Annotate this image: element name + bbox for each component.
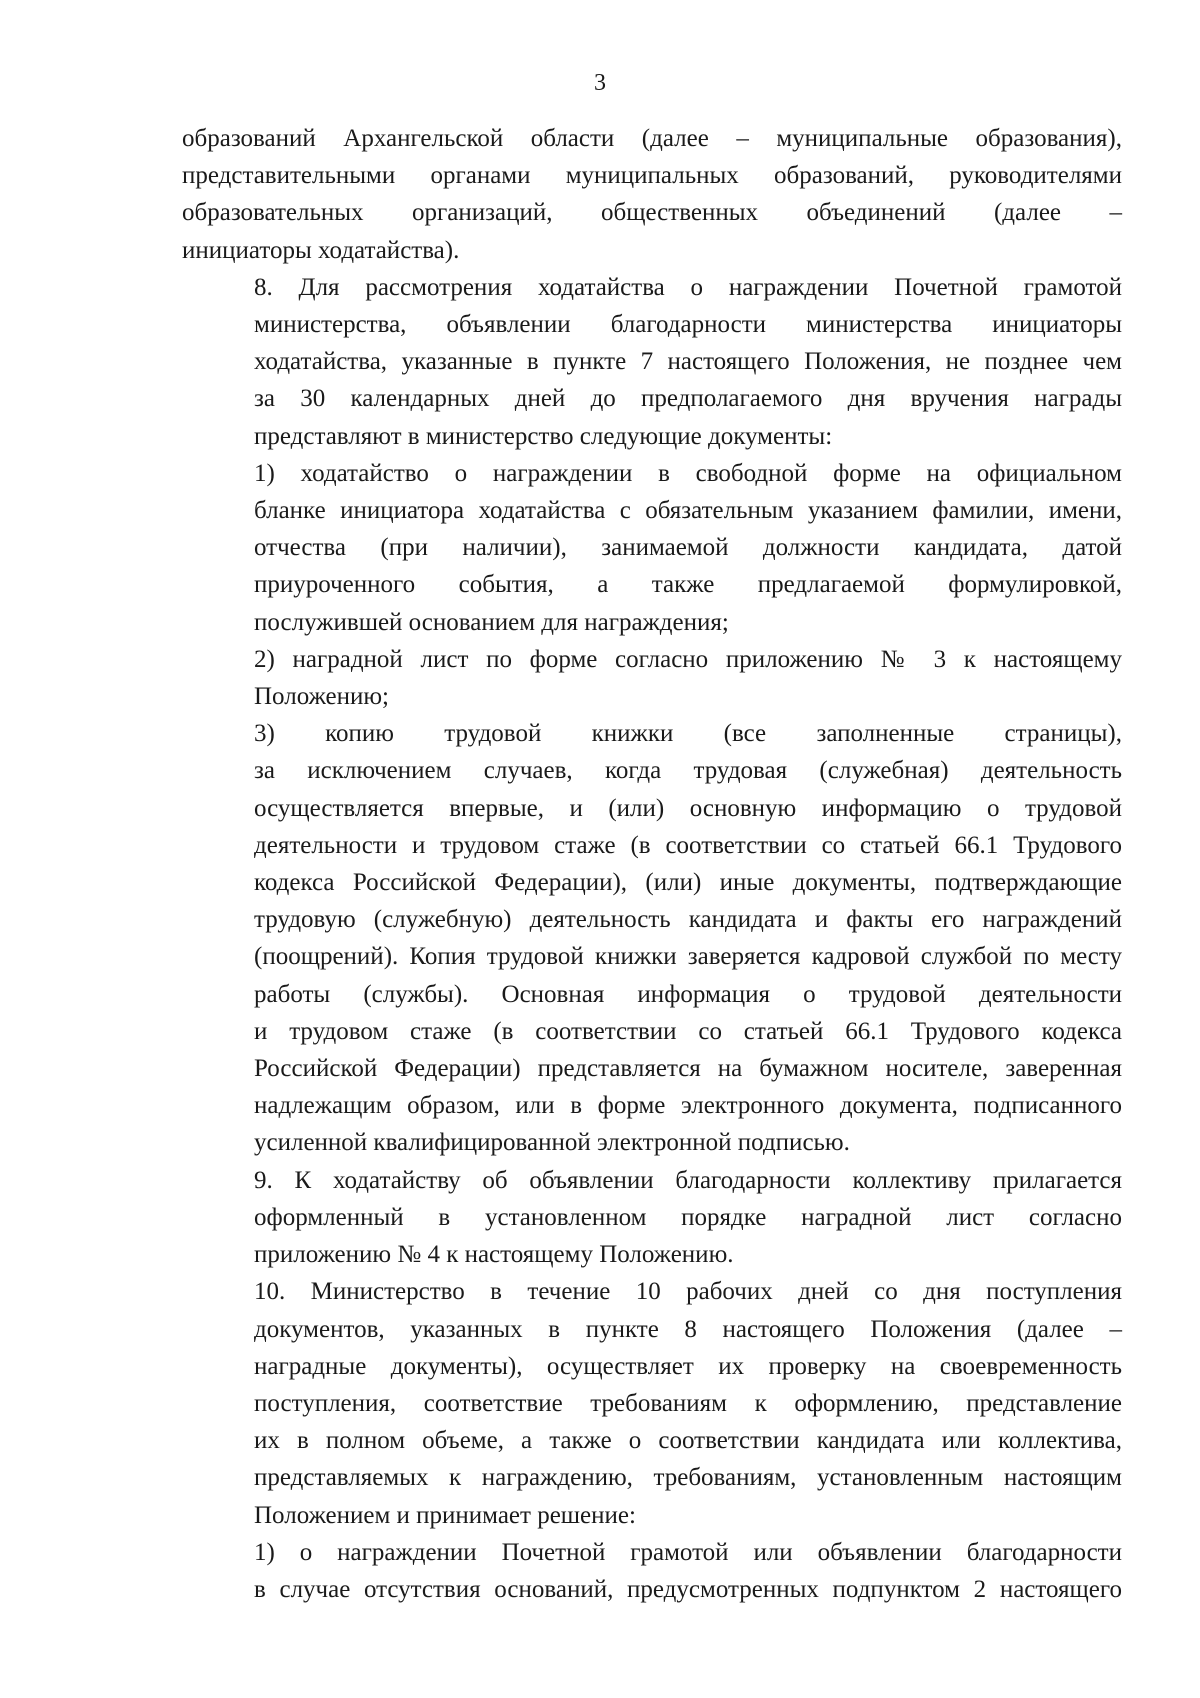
text-line: 10. Министерство в течение 10 рабочих дней со дня поступления: [254, 1278, 1122, 1306]
text-line: поступления, соответствие требованиям к оформлению, представление: [254, 1389, 1122, 1417]
paragraph: [182, 715, 1122, 1161]
text-line: 3) копию трудовой книжки (все заполненные страницы),: [254, 720, 1122, 748]
text-line: документов, указанных в пункте 8 настоящего Положения (далее –: [254, 1315, 1122, 1343]
text-line: осуществляется впервые, и (или) основную информацию о трудовой: [254, 794, 1122, 822]
text-line: послужившей основанием для награждения;: [254, 608, 729, 636]
text-line: надлежащим образом, или в форме электронного документа, подписанного: [254, 1092, 1122, 1120]
text-line: работы (службы). Основная информация о трудовой деятельности: [254, 980, 1122, 1008]
text-line: 9. К ходатайству об объявлении благодарности коллективу прилагается: [254, 1166, 1122, 1194]
text-line: Положением и принимает решение:: [254, 1501, 636, 1529]
text-line: кодекса Российской Федерации), (или) иные документы, подтверждающие: [254, 869, 1122, 897]
text-line: наградные документы), осуществляет их проверку на своевременность: [254, 1352, 1122, 1380]
document-body: [182, 120, 1122, 1608]
text-line: представляют в министерство следующие документы:: [254, 422, 833, 450]
text-line: отчества (при наличии), занимаемой должности кандидата, датой: [254, 534, 1122, 562]
text-line: приуроченного события, а также предлагаемой формулировкой,: [254, 571, 1122, 599]
text-line: 8. Для рассмотрения ходатайства о награждении Почетной грамотой: [254, 273, 1122, 301]
text-line: Положению;: [254, 683, 389, 711]
text-line: инициаторы ходатайства).: [182, 236, 460, 264]
paragraph: [182, 1534, 1122, 1608]
text-line: оформленный в установленном порядке наградной лист согласно: [254, 1203, 1122, 1231]
text-line: образований Архангельской области (далее – муниципальные образования),: [182, 125, 1122, 152]
paragraph: [182, 269, 1122, 455]
text-line: ходатайства, указанные в пункте 7 настоящего Положения, не позднее чем: [254, 348, 1122, 376]
text-line: и трудовом стаже (в соответствии со статьей 66.1 Трудового кодекса: [254, 1017, 1122, 1045]
text-line: (поощрений). Копия трудовой книжки заверяется кадровой службой по месту: [254, 943, 1122, 971]
text-line: Российской Федерации) представляется на бумажном носителе, заверенная: [254, 1055, 1122, 1083]
text-line: в случае отсутствия оснований, предусмотренных подпунктом 2 настоящего: [254, 1575, 1122, 1603]
text-line: трудовую (служебную) деятельность кандидата и факты его награждений: [254, 906, 1122, 934]
text-line: представляемых к награждению, требованиям, установленным настоящим: [254, 1464, 1122, 1492]
text-line: 1) о награждении Почетной грамотой или объявлении благодарности: [254, 1538, 1122, 1566]
text-line: за 30 календарных дней до предполагаемого дня вручения награды: [254, 385, 1122, 413]
paragraph: [182, 1162, 1122, 1274]
page-number: 3: [594, 70, 606, 96]
paragraph: [182, 1273, 1122, 1533]
text-line: приложению № 4 к настоящему Положению.: [254, 1241, 734, 1269]
text-line: деятельности и трудовом стаже (в соответствии со статьей 66.1 Трудового: [254, 831, 1122, 859]
text-line: 2) наградной лист по форме согласно приложению № 3 к настоящему: [254, 645, 1122, 673]
text-line: 1) ходатайство о награждении в свободной форме на официальном: [254, 459, 1122, 487]
text-line: их в полном объеме, а также о соответствии кандидата или коллектива,: [254, 1427, 1122, 1455]
text-line: образовательных организаций, общественных объединений (далее –: [182, 199, 1122, 227]
paragraph: [182, 455, 1122, 641]
text-line: усиленной квалифицированной электронной подписью.: [254, 1129, 850, 1157]
text-line: за исключением случаев, когда трудовая (служебная) деятельность: [254, 757, 1122, 785]
text-line: бланке инициатора ходатайства с обязательным указанием фамилии, имени,: [254, 497, 1122, 525]
paragraph: [182, 120, 1122, 269]
text-line: представительными органами муниципальных образований, руководителями: [182, 162, 1122, 190]
text-line: министерства, объявлении благодарности министерства инициаторы: [254, 311, 1122, 339]
paragraph: [182, 641, 1122, 715]
